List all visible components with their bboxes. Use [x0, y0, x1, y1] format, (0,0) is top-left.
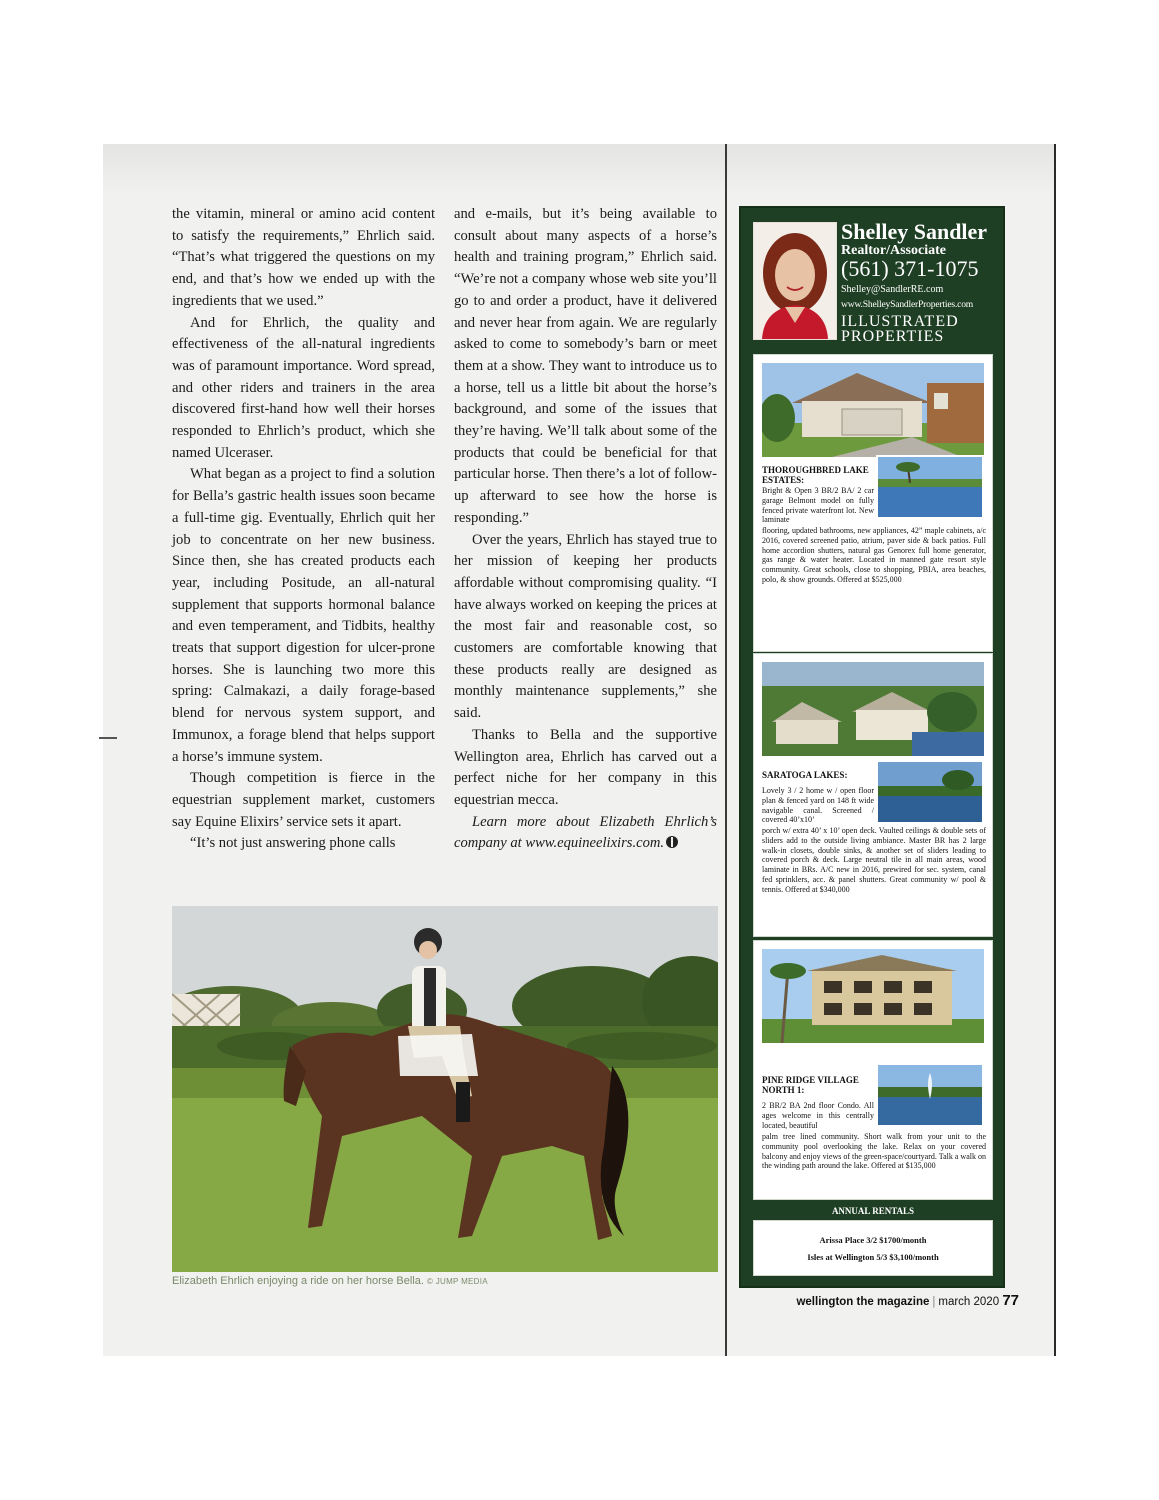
- paragraph: And for Ehrlich, the quality and effectiveness of the all-natural ingredients was of paramount importance. Word spread, and other riders and trainers in the area discovered first-hand how well their horses responded to Ehrlich’s product, which she named Ulceraser.: [172, 314, 435, 461]
- real-estate-ad: [739, 206, 1005, 1288]
- page-footer: wellington the magazine | march 2020 77: [796, 1292, 1019, 1309]
- magazine-name: wellington the magazine: [796, 1296, 930, 1308]
- learn-more-text: Learn more about Elizabeth Ehrlich’s company at www.equineelixirs.com.: [454, 813, 717, 852]
- agent-name: Shelley Sandler: [841, 219, 988, 244]
- horse-rider-photo: [172, 906, 718, 1272]
- paragraph: Though competition is fierce in the equestrian supplement market, customers say Equine Elixirs’ service sets it apart.: [172, 770, 435, 830]
- listing-photo: [762, 363, 984, 457]
- listing-description-cont: porch w/ extra 40’ x 10’ open deck. Vaulted ceilings & double sets of sliders add to the outside living ambiance. Master BR has 2 large walk-in closets, double sinks, & another set of sliders leading to covered porch & deck. Large neutral tile in all main areas, wood laminate in BRs. A/C new in 2016, prewired for sec. system, canal fed sprinklers, acc. & panel shutters. Great community w/ pool & tennis. Offered at $340,000: [762, 826, 986, 894]
- paragraph: and e-mails, but it’s being available to consult about many aspects of a horse’s health and training program,” Ehrlich said. “We’re not a company whose web site you’ll go to and order a product, have it delivered and never hear from again. We are regularly asked to come to somebody’s barn or meet them at a show. They want to introduce us to a horse, tell us a little bit about the horse’s background, and some of the issues that they’re having. We’ll talk about some of the products that could be beneficial for that particular horse. Then there’s a lot of follow-up afterward to see how the horse is responding.”: [454, 206, 717, 526]
- listing-canal-photo: [876, 760, 984, 824]
- agent-email: Shelley@SandlerRE.com: [841, 284, 944, 295]
- listing-description: 2 BR/2 BA 2nd floor Condo. All ages welcome in this centrally located, beautiful: [762, 1101, 874, 1130]
- listing-lake-photo: [876, 455, 984, 519]
- agent-portrait: [753, 222, 837, 340]
- paragraph: “It’s not just answering phone calls: [190, 835, 396, 852]
- rentals-heading: ANNUAL RENTALS: [753, 1202, 993, 1220]
- listing-description: Bright & Open 3 BR/2 BA/ 2 car garage Belmont model on fully fenced private waterfront lot. New laminate: [762, 486, 874, 525]
- learn-more-paragraph: [454, 812, 717, 855]
- listing-photo: [762, 949, 984, 1043]
- wellington-logo-icon: [666, 836, 678, 848]
- margin-mark: [99, 737, 117, 739]
- listing-card: [753, 653, 993, 937]
- brand-line-2: PROPERTIES: [841, 328, 945, 345]
- magazine-page: [103, 144, 1056, 1356]
- rentals-list: [753, 1220, 993, 1276]
- article-column-1: [172, 204, 435, 855]
- agent-website: www.ShelleySandlerProperties.com: [841, 299, 974, 310]
- listing-fountain-photo: [876, 1063, 984, 1127]
- listing-title: SARATOGA LAKES:: [762, 770, 848, 780]
- paragraph: Over the years, Ehrlich has stayed true to her mission of keeping her products affordable without compromising quality. “I have always worked on keeping the prices at the most fair and reasonable cost, so customers are comfortable knowing that these products really are designed as monthly maintenance supplements,” she said.: [454, 531, 717, 722]
- paragraph: Thanks to Bella and the supportive Wellington area, Ehrlich has carved out a perfect niche for her company in this equestrian mecca.: [454, 726, 717, 808]
- listing-photo: [762, 662, 984, 756]
- brand-logo: [841, 314, 959, 344]
- page-number: 77: [1002, 1292, 1019, 1309]
- paragraph: the vitamin, mineral or amino acid content to satisfy the requirements,” Ehrlich said. “That’s what triggered the questions on my end, and that’s how we ended up with the ingredients that we used.”: [172, 206, 435, 309]
- photo-credit: © JUMP MEDIA: [427, 1277, 488, 1286]
- ad-header: [753, 220, 993, 344]
- column-divider: [725, 144, 727, 1356]
- listing-description-cont: palm tree lined community. Short walk from your unit to the community pool overlooking the lake. Relax on your covered balcony and enjoy views of the green-space/courtyard. Talk a walk on the winding path around the lake. Offered at $135,000: [762, 1132, 986, 1171]
- brand-line-1: ILLUSTRATED: [841, 313, 959, 330]
- rental-item: Isles at Wellington 5/3 $3,100/month: [807, 1252, 939, 1262]
- agent-phone: (561) 371-1075: [841, 256, 979, 281]
- agent-role: Realtor/Associate: [841, 243, 946, 258]
- caption-text: Elizabeth Ehrlich enjoying a ride on her horse Bella.: [172, 1275, 424, 1287]
- listing-description: Lovely 3 / 2 home w / open floor plan & fenced yard on 148 ft wide navigable canal. Screened / covered 40’x10’: [762, 786, 874, 825]
- listing-card: [753, 354, 993, 652]
- listing-description-cont: flooring, updated bathrooms, new appliances, 42” maple cabinets, a/c 2016, covered screened patio, atrium, paver side & back patios. Full home accordion shutters, natural gas Genorex full home generator, gas range & water heater. Located in manned gate resort style community. Great schools, close to shopping, PBIA, area beaches, polo, & show grounds. Offered at $525,000: [762, 526, 986, 584]
- paragraph: What began as a project to find a solution for Bella’s gastric health issues soon became a full-time gig. Eventually, Ehrlich quit her job to concentrate on her new business. Since then, she has created products each year, including Positude, an all-natural supplement that supports hormonal balance and even temperament, and Tidbits, healthy treats that support digestion for ulcer-prone horses. She is launching two more this spring: Calmakazi, a daily forage-based blend for nervous system support, and Immunox, a forage blend that helps support a horse’s immune system.: [172, 466, 435, 765]
- issue-date: march 2020: [938, 1296, 1000, 1308]
- listing-title: PINE RIDGE VILLAGE NORTH 1:: [762, 1075, 859, 1095]
- photo-caption: [172, 1275, 718, 1287]
- article-column-2: [454, 204, 717, 855]
- page-edge: [1054, 144, 1056, 1356]
- rental-item: Arissa Place 3/2 $1700/month: [819, 1235, 927, 1245]
- listing-title: THOROUGHBRED LAKE ESTATES:: [762, 465, 869, 485]
- listing-card: [753, 940, 993, 1200]
